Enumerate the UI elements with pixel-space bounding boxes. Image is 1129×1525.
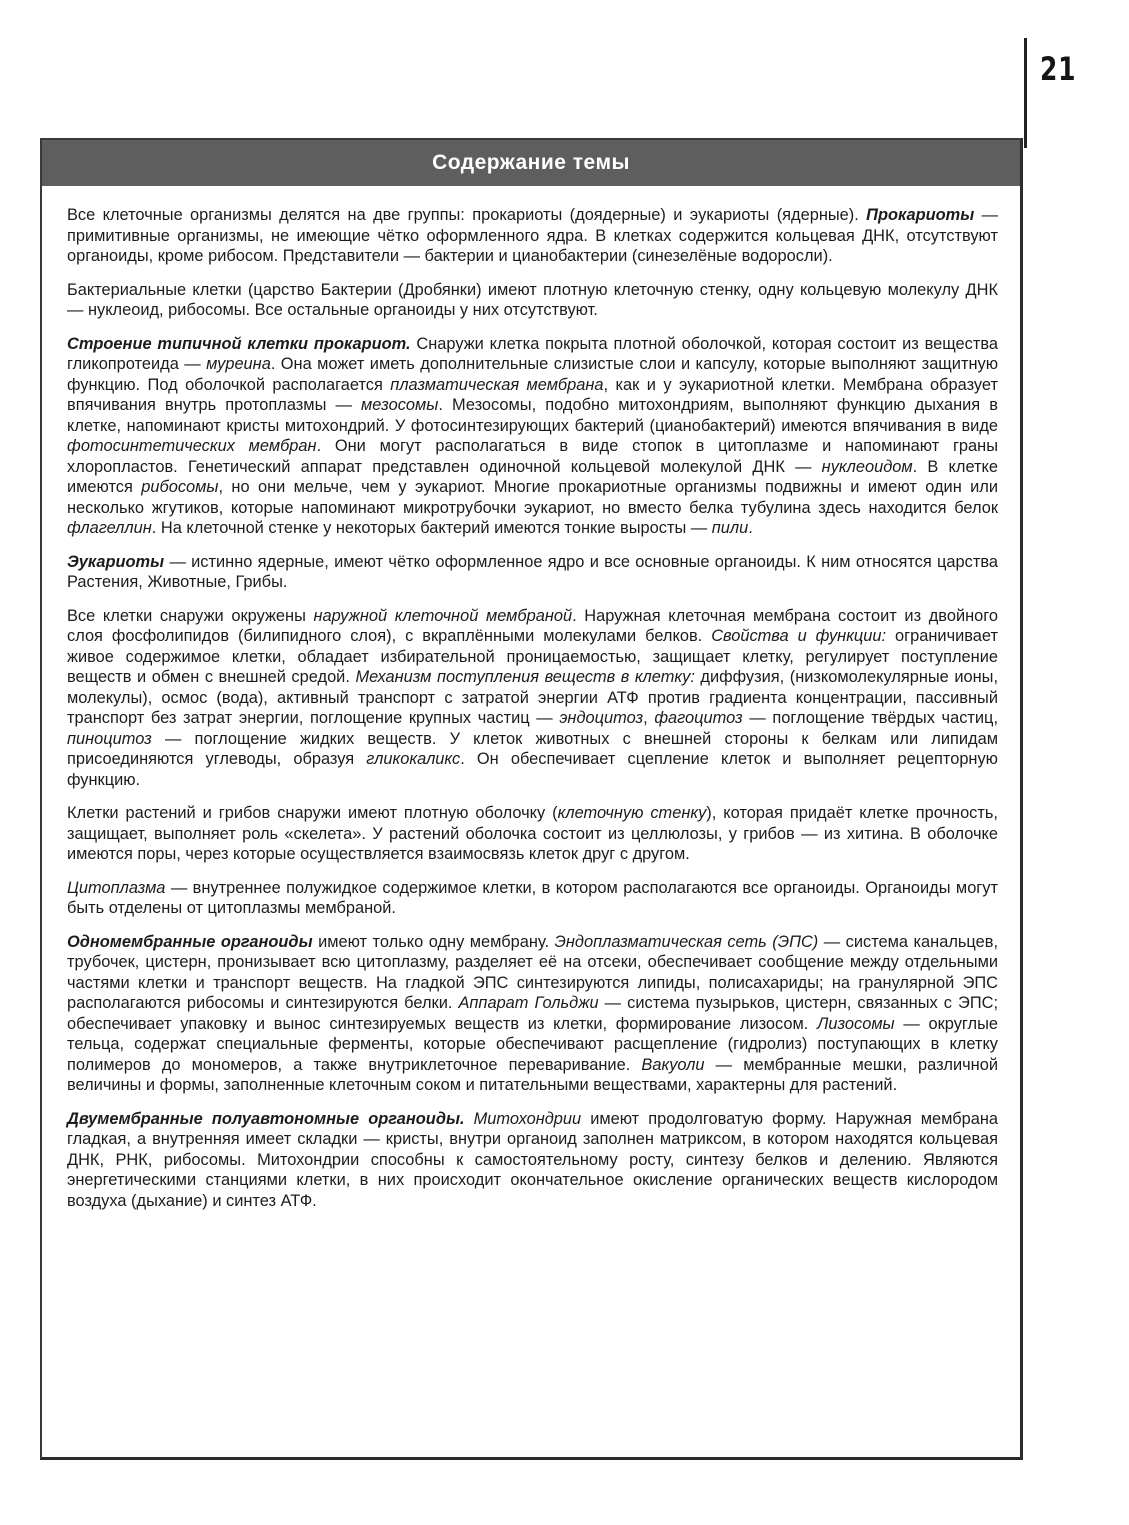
italic-term: пиноцитоз [67, 729, 152, 748]
text-run: Клетки растений и грибов снаружи имеют плотную оболочку ( [67, 804, 558, 822]
text-run: — мембранные мешки, различной величины и формы, заполненные клеточным соком и питательными веществами, характерны для растений. [67, 1055, 998, 1094]
text-run: — внутреннее полужидкое содержимое клетки, в котором располагаются все органоиды. Органоиды могут быть отделены от цитоплазмы мембраной. [67, 878, 998, 917]
paragraph-bacterial-cells [67, 280, 998, 321]
italic-term: Механизм поступления веществ в клетку: [355, 668, 695, 686]
text-run: . В клетке имеются [67, 457, 998, 496]
bold-italic-heading: Прокариоты [866, 206, 975, 224]
text-run [465, 1110, 474, 1128]
text-run: , как и у эукариотной клетки. Мембрана образует впячивания внутрь протоплазмы — [67, 375, 998, 414]
text-run: — примитивные организмы, не имеющие чётко оформленного ядра. В клетках содержится кольцевая ДНК, отсутствуют органоиды, кроме рибосом. Представители — бактерии и цианобактерии (синезелёные водоросли). [67, 206, 998, 265]
italic-term: мезосомы [361, 396, 439, 414]
text-run: . [748, 519, 753, 537]
italic-term: клеточную стенку [557, 804, 707, 822]
topic-header: Содержание темы [42, 140, 1020, 186]
paragraph-eukaryotes [67, 552, 998, 593]
text-run: Все клеточные организмы делятся на две группы: прокариоты (доядерные) и эукариоты (ядерные). [67, 206, 867, 224]
paragraph-single-membrane-organelles [67, 932, 998, 1096]
text-run: — округлые тельца, содержат специальные ферменты, которые обеспечивают расщепление (гидролиз) поступающих в клетку полимеров до мономеров, а также внутриклеточное переваривание. [67, 1014, 998, 1074]
page-edge-line [1024, 38, 1027, 148]
italic-term: рибосомы [141, 478, 219, 496]
italic-term: гликокаликс [366, 750, 461, 768]
text-run: . Он обеспечивает сцепление клеток и выполняет рецепторную функцию. [67, 750, 998, 789]
italic-term: наружной клеточной мембраной [313, 606, 573, 625]
text-run: . Она может иметь дополнительные слизистые слои и капсулу, которые выполняют защитную функцию. Под оболочкой располагается [67, 355, 998, 394]
text-run: ограничивает живое содержимое клетки, обладает избирательной проницаемостью, защищает клетку, регулирует поступление веществ и обмен с внешней средой. [67, 627, 998, 686]
text-run: — система канальцев, трубочек, цистерн, пронизывает всю цитоплазму, разделяет её на отсеки, обеспечивает сообщение между отдельными частями клетки и транспорт веществ. На гладкой ЭПС синтезируются липиды, полисахариды; на гранулярной ЭПС располагаются рибосомы и синтезируются белки. [67, 932, 999, 1012]
text-run: имеют продолговатую форму. Наружная мембрана гладкая, а внутренняя имеет складки — кристы, внутри органоид заполнен матриксом, в котором находятся кольцевая ДНК, РНК, рибосомы. Митохондрии способны к самостоятельному росту, синтезу белков и делению. Являются энергетическими станциями клетки, в них происходит окончательное окисление органических веществ кислородом воздуха (дыхание) и синтез АТФ. [67, 1109, 999, 1210]
text-run: . Наружная клеточная мембрана состоит из двойного слоя фосфолипидов (билипидного слоя), с вкраплёнными молекулами белков. [67, 606, 999, 645]
paragraph-outer-membrane [67, 606, 998, 791]
text-run: ), которая придаёт клетке прочность, защищает, выполняет роль «скелета». У растений оболочка состоит из целлюлозы, у грибов — из хитина. В оболочке имеются поры, через которые осуществляется взаимосвязь клеток друг с другом. [67, 804, 998, 863]
text-run: Все клетки снаружи окружены [67, 606, 314, 625]
topic-body [42, 186, 1020, 1211]
italic-term: фагоцитоз [654, 709, 743, 727]
paragraph-double-membrane-organelles [67, 1109, 998, 1212]
text-run: Бактериальные клетки (царство Бактерии (Дробянки) имеют плотную клеточную стенку, одну кольцевую молекулу ДНК — нуклеоид, рибосомы. Все остальные органоиды у них отсутствуют. [67, 280, 998, 319]
italic-term: Вакуоли [641, 1055, 705, 1074]
italic-term: эндоцитоз [559, 709, 644, 727]
italic-term: муреина [206, 355, 271, 373]
text-run: имеют только одну мембрану. [312, 932, 555, 951]
topic-content-box [40, 138, 1023, 1460]
text-run: . Мезосомы, подобно митохондриям, выполняют функцию дыхания в клетке, напоминают кристы митохондрий. У фотосинтезирующих бактерий (цианобактерий) имеются впячивания в виде [67, 396, 998, 435]
text-run: . Они могут располагаться в виде стопок в цитоплазме и напоминают граны хлоропластов. Генетический аппарат представлен одиночной кольцевой молекулой ДНК — [67, 437, 999, 476]
paragraph-cytoplasm [67, 878, 998, 919]
italic-term: Эндоплазматическая сеть (ЭПС) [554, 932, 819, 951]
italic-term: Цитоплазма [67, 878, 166, 897]
italic-term: плазматическая мембрана [390, 375, 604, 394]
bold-italic-heading: Строение типичной клетки прокариот. [67, 334, 411, 353]
italic-term: Аппарат Гольджи [458, 994, 599, 1012]
paragraph-prokaryotes-intro [67, 205, 998, 267]
bold-italic-heading: Одномембранные органоиды [67, 932, 313, 951]
text-run: , но они мельче, чем у эукариот. Многие прокариотные организмы подвижны и имеют один или несколько жгутиков, которые напоминают микротрубочки эукариот, но вместо белка тубулина здесь находится белок [67, 478, 999, 517]
italic-term: флагеллин [67, 519, 152, 537]
italic-term: Митохондрии [473, 1109, 582, 1128]
italic-term: пили [711, 519, 749, 537]
text-run: Снаружи клетка покрыта плотной оболочкой, которая состоит из вещества гликопротеида — [67, 334, 998, 373]
italic-term: Свойства и функции: [711, 627, 887, 645]
italic-term: Лизосомы [817, 1014, 895, 1033]
text-run: . На клеточной стенке у некоторых бактерий имеются тонкие выросты — [151, 519, 712, 537]
text-run: — система пузырьков, цистерн, связанных с ЭПС; обеспечивает упаковку и вынос синтезируемых веществ из клетки, формирование лизосом. [67, 994, 999, 1033]
italic-term: фотосинтетических мембран [67, 437, 317, 455]
page-number: 21 [1040, 50, 1077, 88]
bold-italic-heading: Эукариоты [67, 552, 165, 571]
bold-italic-heading: Двумембранные полуавтономные органоиды. [67, 1109, 465, 1128]
text-run: , [643, 709, 655, 727]
paragraph-cell-wall [67, 803, 998, 865]
text-run: — поглощение жидких веществ. У клеток животных с внешней стороны к белкам или липидам присоединяются углеводы, образуя [67, 729, 998, 768]
text-run: диффузия, (низкомолекулярные ионы, молекулы), осмос (вода), активный транспорт с затратой энергии АТФ против градиента концентрации, пассивный транспорт без затрат энергии, поглощение крупных частиц — [67, 668, 998, 727]
text-run: — истинно ядерные, имеют чётко оформленное ядро и все основные органоиды. К ним относятся царства Растения, Животные, Грибы. [67, 552, 998, 591]
italic-term: нуклеоидом [821, 457, 913, 476]
text-run: — поглощение твёрдых частиц, [742, 709, 998, 727]
paragraph-prokaryote-structure [67, 334, 998, 539]
